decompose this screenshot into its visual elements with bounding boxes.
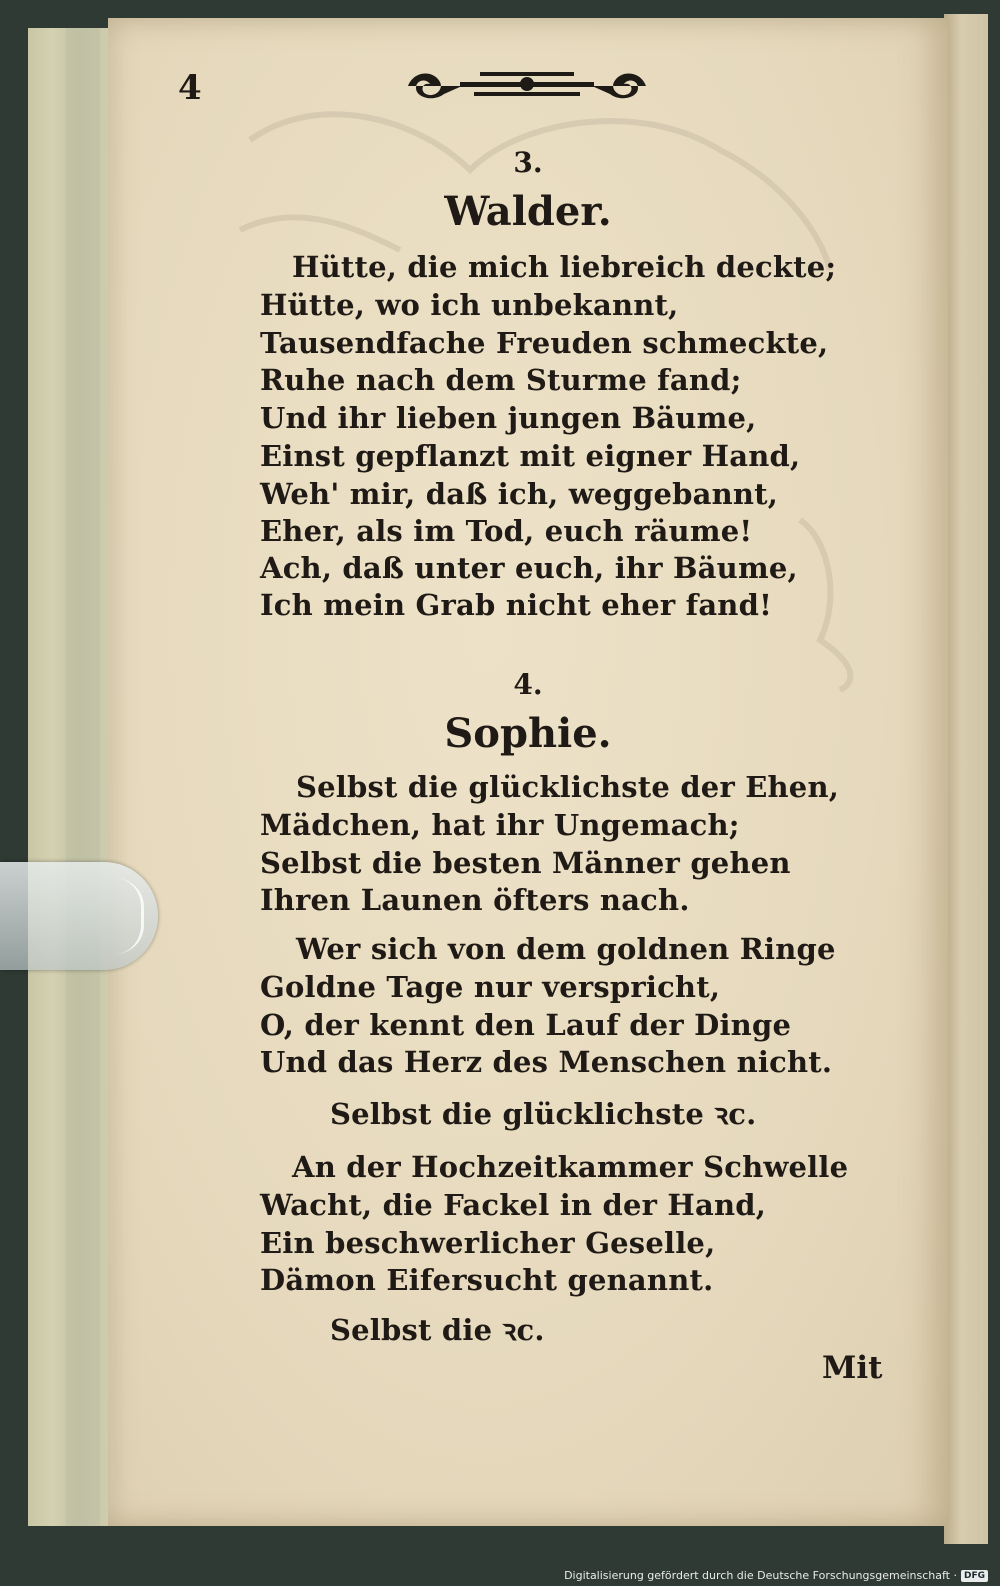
verse-line: Ihren Launen öfters nach. <box>260 883 690 917</box>
verse-line: Ach, daß unter euch, ihr Bäume, <box>260 551 798 585</box>
verse-line: Ruhe nach dem Sturme fand; <box>260 363 742 397</box>
verse-line: Einst gepflanzt mit eigner Hand, <box>260 439 801 473</box>
verse-line: An der Hochzeitkammer Schwelle <box>292 1150 849 1184</box>
verse-line: Ich mein Grab nicht eher fand! <box>260 588 772 622</box>
facing-page-edge <box>944 14 988 1544</box>
verse-line: Hütte, wo ich unbekannt, <box>260 288 679 322</box>
dfg-logo-icon: DFG <box>961 1570 988 1582</box>
verse-line: Wacht, die Fackel in der Hand, <box>260 1188 767 1222</box>
verse-line: Und das Herz des Menschen nicht. <box>260 1045 833 1079</box>
credit-text: Digitalisierung gefördert durch die Deutsche Forschungsgemeinschaft · <box>564 1569 957 1582</box>
catchword: Mit <box>822 1350 883 1386</box>
speaker-walder: Walder. <box>444 188 612 235</box>
speaker-sophie: Sophie. <box>444 710 612 757</box>
song-number-3: 3. <box>513 146 543 179</box>
refrain-line: Selbst die ꝛc. <box>330 1313 545 1347</box>
verse-line: Hütte, die mich liebreich deckte; <box>292 250 837 284</box>
verse-line: Dämon Eifersucht genannt. <box>260 1263 714 1297</box>
verse-line: Eher, als im Tod, euch räume! <box>260 514 753 548</box>
digitization-credit <box>564 1569 988 1582</box>
verse-line: Tausendfache Freuden schmeckte, <box>260 326 829 360</box>
verse-line: Goldne Tage nur verspricht, <box>260 970 721 1004</box>
verse-line: Weh' mir, daß ich, weggebannt, <box>260 477 779 511</box>
ornament-icon <box>404 64 650 106</box>
verse-line: Mädchen, hat ihr Ungemach; <box>260 808 740 842</box>
verse-line: Wer sich von dem goldnen Ringe <box>296 932 836 966</box>
verse-line: Und ihr lieben jungen Bäume, <box>260 401 757 435</box>
page-number: 4 <box>178 68 202 108</box>
glass-clip <box>0 862 158 970</box>
verse-line: Ein beschwerlicher Geselle, <box>260 1226 716 1260</box>
refrain-line: Selbst die glücklichste ꝛc. <box>330 1097 757 1131</box>
verse-line: O, der kennt den Lauf der Dinge <box>260 1008 792 1042</box>
verse-line: Selbst die besten Männer gehen <box>260 846 791 880</box>
song-number-4: 4. <box>513 668 543 701</box>
book-edge-left <box>28 28 110 1526</box>
verse-line: Selbst die glücklichste der Ehen, <box>296 770 840 804</box>
